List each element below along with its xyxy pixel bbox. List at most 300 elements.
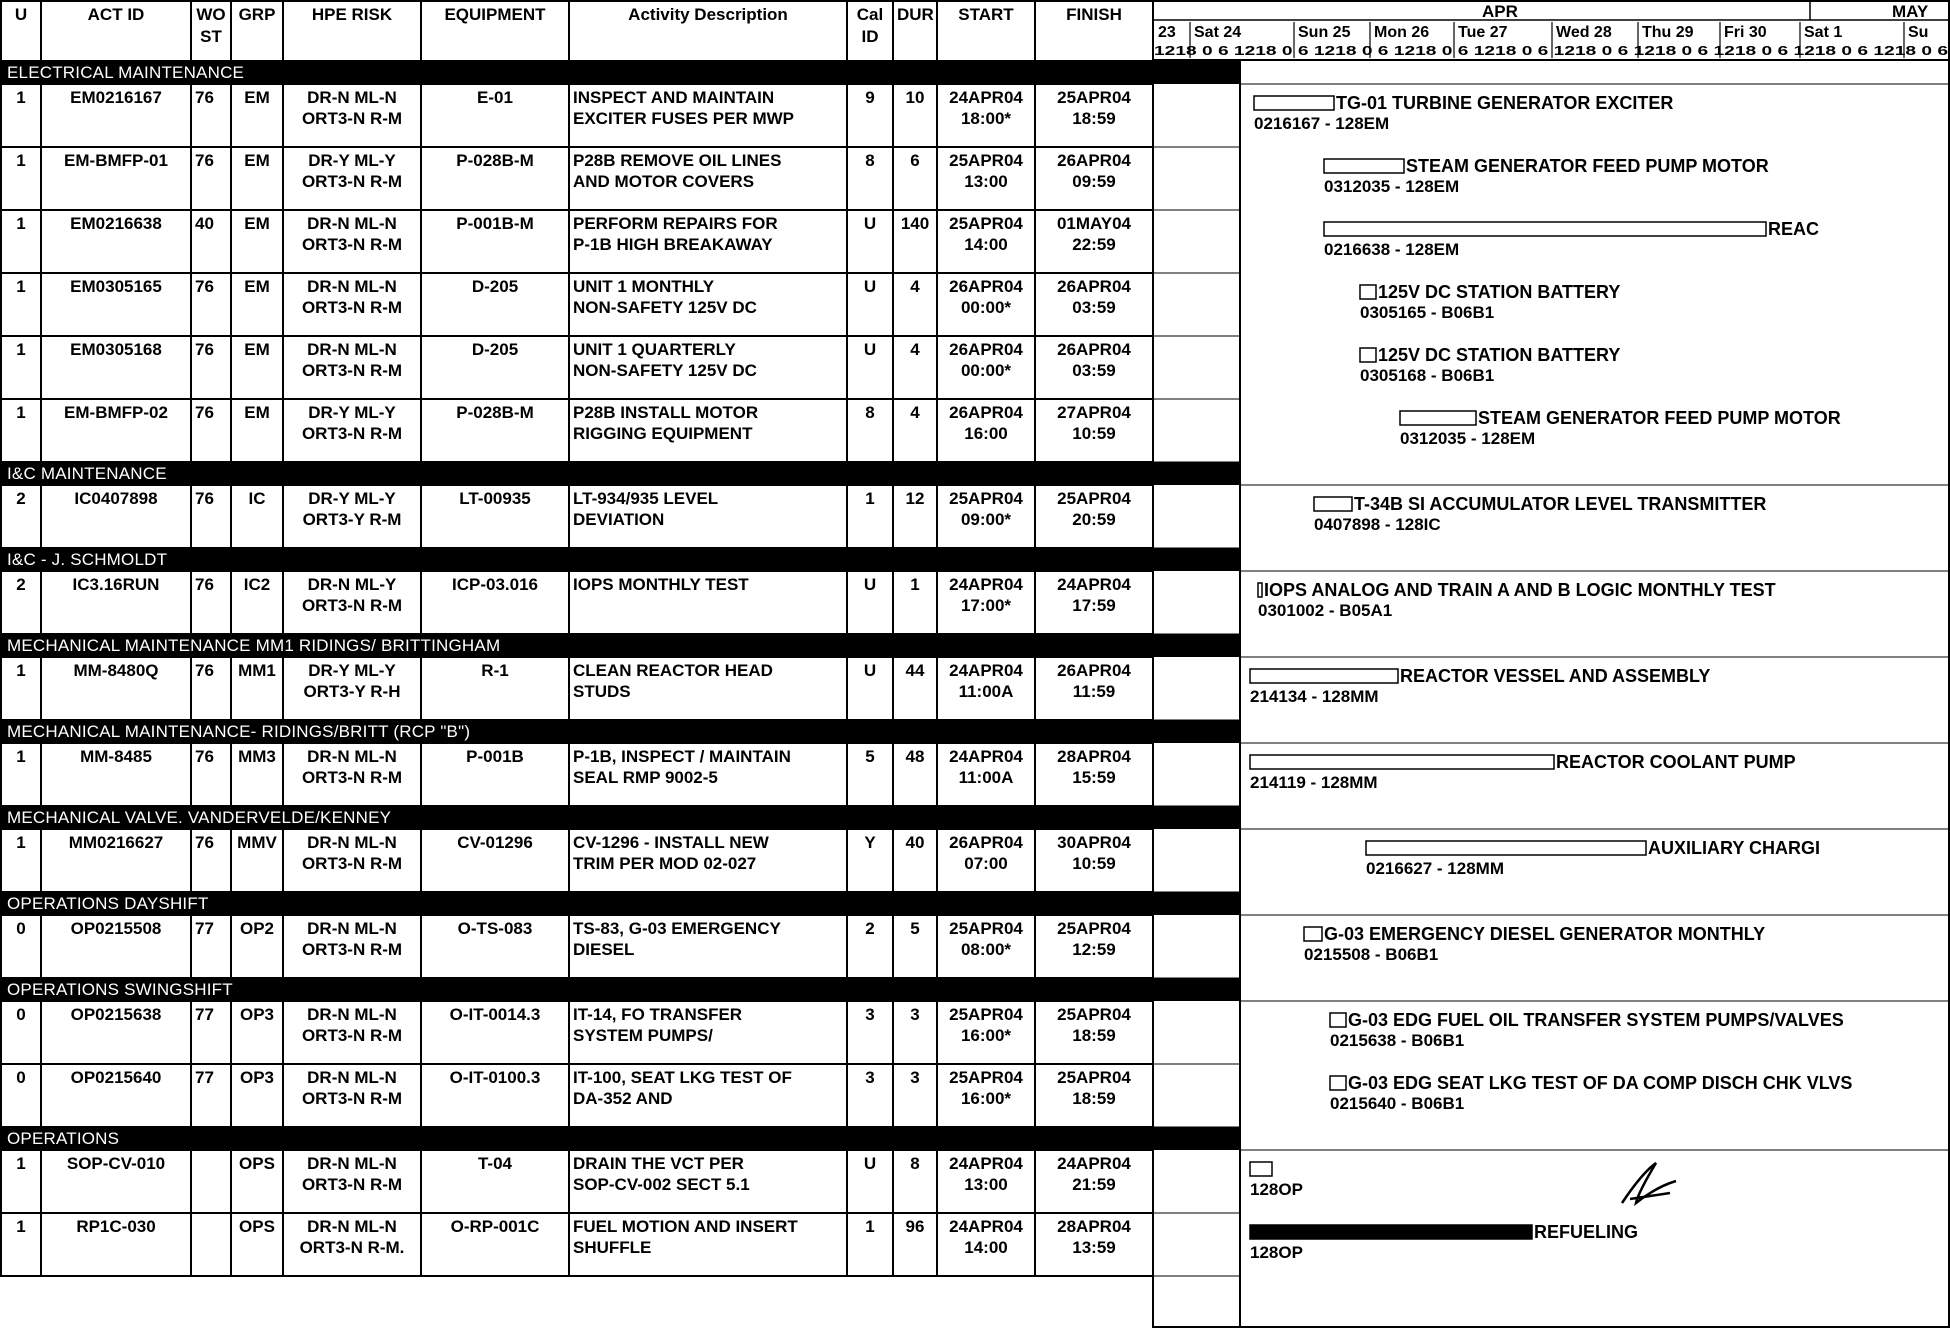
header-row [1,1,1153,61]
group-band [1152,806,1240,829]
cell-description [569,210,847,273]
cell-dur: 3 [893,1001,937,1064]
bar-sublabel: 0215508 - B06B1 [1304,945,1439,964]
cell-start [937,1001,1035,1064]
cell-u: 1 [1,84,41,147]
cell-wo-st [191,1150,231,1213]
description-line-1: UNIT 1 MONTHLY [573,277,715,296]
cell-grp: EM [231,210,283,273]
cell-finish [1035,273,1153,336]
start-date: 25APR04 [949,214,1023,233]
day-label: Sat 1 [1804,24,1843,41]
cell-equipment: D-205 [421,273,569,336]
start-time: 11:00A [958,768,1014,787]
hpe-line-2: ORT3-N R-M [301,768,403,787]
finish-date: 27APR04 [1057,403,1131,422]
finish-date: 25APR04 [1057,1068,1131,1087]
cell-start [937,210,1035,273]
description-line-1: LT-934/935 LEVEL [573,489,719,508]
start-time: 13:00 [964,172,1008,191]
start-date: 25APR04 [949,1005,1023,1024]
bar-label: G-03 EDG SEAT LKG TEST OF DA COMP DISCH CHK VLVS [1348,1073,1853,1093]
bar-sublabel: 0215640 - B06B1 [1330,1094,1465,1113]
activity-bar [1258,583,1262,597]
cell-equipment: T-04 [421,1150,569,1213]
cell-hpe-risk [283,1213,421,1276]
finish-time: 18:59 [1072,109,1116,128]
cell-cal-id: U [847,273,893,336]
cell-wo-st: 76 [191,743,231,806]
header-u: U [1,1,41,61]
cell-grp: EM [231,399,283,462]
day-label: Mon 26 [1374,24,1430,41]
description-line-1: IOPS MONTHLY TEST [573,575,749,594]
cell-finish [1035,84,1153,147]
cell-dur: 140 [893,210,937,273]
activity-row [1,336,1153,399]
finish-time: 10:59 [1072,424,1116,443]
description-line-1: INSPECT AND MAINTAIN [573,88,775,107]
start-time: 00:00* [960,361,1012,380]
start-date: 24APR04 [949,661,1023,680]
cell-cal-id: U [847,657,893,720]
cell-dur: 40 [893,829,937,892]
day-label: Sat 24 [1194,24,1242,41]
hpe-line-2: ORT3-N R-M [301,596,403,615]
day-label: Su [1908,24,1929,41]
cell-description [569,1150,847,1213]
cell-u: 0 [1,1001,41,1064]
header-equipment: EQUIPMENT [421,1,569,61]
cell-finish [1035,1213,1153,1276]
activity-row [1,571,1153,634]
group-band [1152,548,1240,571]
hpe-line-2: ORT3-N R-M [301,854,403,873]
cell-hpe-risk [283,829,421,892]
cell-finish [1035,1064,1153,1127]
start-date: 25APR04 [949,1068,1023,1087]
cell-act-id: EM0305168 [41,336,191,399]
group-header-row [1,978,1153,1001]
description-line-1: DRAIN THE VCT PER [573,1154,744,1173]
description-line-1: PERFORM REPAIRS FOR [573,214,778,233]
cell-start [937,1150,1035,1213]
cell-grp: EM [231,336,283,399]
cell-u: 1 [1,147,41,210]
hpe-line-2: ORT3-N R-M [301,1175,403,1194]
bar-sublabel: 0216167 - 128EM [1254,114,1390,133]
description-line-1: UNIT 1 QUARTERLY [573,340,736,359]
cell-dur: 4 [893,399,937,462]
cell-grp: EM [231,84,283,147]
activity-row [1,1064,1153,1127]
finish-date: 25APR04 [1057,919,1131,938]
cell-act-id: RP1C-030 [41,1213,191,1276]
day-label: Tue 27 [1458,24,1508,41]
activity-bar [1360,285,1376,299]
activity-row [1,399,1153,462]
cell-hpe-risk [283,273,421,336]
description-line-2: SHUFFLE [573,1238,652,1257]
start-date: 25APR04 [949,151,1023,170]
activity-bar [1250,755,1554,769]
description-line-2: DEVIATION [573,510,665,529]
cell-dur: 96 [893,1213,937,1276]
cell-start [937,399,1035,462]
group-name: OPERATIONS SWINGSHIFT [1,978,1153,1001]
description-line-2: NON-SAFETY 125V DC [573,361,757,380]
hpe-line-2: ORT3-N R-M [301,172,403,191]
cell-wo-st: 76 [191,657,231,720]
activity-bar [1400,411,1476,425]
group-header-row [1,462,1153,485]
group-name: MECHANICAL MAINTENANCE MM1 RIDINGS/ BRITTINGHAM [1,634,1153,657]
bar-label: 125V DC STATION BATTERY [1378,282,1621,302]
description-line-2: DIESEL [573,940,635,959]
cell-u: 2 [1,571,41,634]
description-line-1: P28B INSTALL MOTOR [573,403,759,422]
group-name: I&C - J. SCHMOLDT [1,548,1153,571]
description-line-2: DA-352 AND [573,1089,673,1108]
cell-cal-id: 8 [847,147,893,210]
cell-cal-id: 2 [847,915,893,978]
cell-u: 1 [1,743,41,806]
activity-row [1,743,1153,806]
hpe-line-2: ORT3-N R-M [301,1026,403,1045]
activity-row [1,1213,1153,1276]
description-line-1: TS-83, G-03 EMERGENCY [573,919,781,938]
cell-u: 1 [1,1213,41,1276]
cell-description [569,1213,847,1276]
hpe-line-1: DR-N ML-N [307,214,397,233]
bar-sublabel: 0215638 - B06B1 [1330,1031,1465,1050]
group-band [1152,634,1240,657]
finish-time: 20:59 [1072,510,1116,529]
cell-hpe-risk [283,1064,421,1127]
cell-u: 1 [1,336,41,399]
bar-label: REAC [1768,219,1820,239]
day-label: Fri 30 [1724,24,1767,41]
cell-act-id: MM-8485 [41,743,191,806]
finish-time: 13:59 [1072,1238,1116,1257]
cell-hpe-risk [283,399,421,462]
cell-grp: OP2 [231,915,283,978]
finish-time: 15:59 [1072,768,1116,787]
cell-cal-id: 5 [847,743,893,806]
cell-description [569,147,847,210]
hpe-line-1: DR-N ML-N [307,88,397,107]
cell-finish [1035,1001,1153,1064]
cell-grp: EM [231,273,283,336]
hpe-line-1: DR-N ML-N [307,340,397,359]
cell-hpe-risk [283,210,421,273]
start-time: 18:00* [960,109,1012,128]
hpe-line-2: ORT3-N R-M [301,940,403,959]
cell-act-id: OP0215508 [41,915,191,978]
cell-equipment: D-205 [421,336,569,399]
cell-finish [1035,915,1153,978]
bar-sublabel: 214119 - 128MM [1250,773,1378,792]
signature [1622,1163,1676,1203]
group-name: ELECTRICAL MAINTENANCE [1,61,1153,84]
finish-date: 26APR04 [1057,661,1131,680]
header-finish: FINISH [1035,1,1153,61]
group-band [1152,61,1240,84]
finish-time: 21:59 [1072,1175,1116,1194]
start-time: 16:00* [960,1026,1012,1045]
cell-equipment: ICP-03.016 [421,571,569,634]
cell-u: 0 [1,915,41,978]
cell-equipment: CV-01296 [421,829,569,892]
cell-wo-st [191,1213,231,1276]
cell-wo-st: 76 [191,399,231,462]
hpe-line-1: DR-N ML-N [307,1217,397,1236]
cell-dur: 4 [893,336,937,399]
cell-grp: IC [231,485,283,548]
group-header-row [1,892,1153,915]
bar-sublabel: 128OP [1250,1180,1303,1199]
cell-wo-st: 76 [191,485,231,548]
cell-start [937,1064,1035,1127]
activity-bar [1366,841,1646,855]
cell-finish [1035,399,1153,462]
start-time: 08:00* [960,940,1012,959]
activity-bar [1250,1162,1272,1176]
bar-label: G-03 EMERGENCY DIESEL GENERATOR MONTHLY [1324,924,1766,944]
activity-row [1,657,1153,720]
finish-date: 24APR04 [1057,575,1131,594]
hpe-line-2: ORT3-N R-M [301,235,403,254]
start-time: 13:00 [964,1175,1008,1194]
description-line-1: IT-100, SEAT LKG TEST OF [573,1068,792,1087]
finish-date: 30APR04 [1057,833,1131,852]
cell-cal-id: U [847,210,893,273]
start-date: 26APR04 [949,403,1023,422]
cell-description [569,829,847,892]
cell-grp: OPS [231,1213,283,1276]
cell-equipment: P-001B-M [421,210,569,273]
bar-sublabel: 128OP [1250,1243,1303,1262]
cell-start [937,147,1035,210]
activity-bar [1250,669,1398,683]
activity-row [1,84,1153,147]
cell-grp: MM1 [231,657,283,720]
cell-dur: 3 [893,1064,937,1127]
hpe-line-2: ORT3-Y R-M [302,510,402,529]
description-line-2: P-1B HIGH BREAKAWAY [573,235,773,254]
gantt-border [1153,1,1949,1327]
activity-bar [1330,1013,1346,1027]
bar-label: 125V DC STATION BATTERY [1378,345,1621,365]
description-line-1: IT-14, FO TRANSFER [573,1005,743,1024]
group-band [1152,978,1240,1001]
bar-label: T-34B SI ACCUMULATOR LEVEL TRANSMITTER [1354,494,1767,514]
month-label-apr: APR [1482,2,1518,21]
group-name: MECHANICAL VALVE. VANDERVELDE/KENNEY [1,806,1153,829]
hpe-line-1: DR-N ML-N [307,1068,397,1087]
start-time: 07:00 [964,854,1008,873]
bar-label: AUXILIARY CHARGI [1648,838,1821,858]
cell-cal-id: 9 [847,84,893,147]
cell-act-id: SOP-CV-010 [41,1150,191,1213]
bar-label: STEAM GENERATOR FEED PUMP MOTOR [1406,156,1769,176]
activity-row [1,273,1153,336]
cell-cal-id: U [847,336,893,399]
bar-label: G-03 EDG FUEL OIL TRANSFER SYSTEM PUMPS/VALVES [1348,1010,1844,1030]
activity-row [1,210,1153,273]
cell-start [937,657,1035,720]
cell-u: 1 [1,829,41,892]
gantt-grid [1152,0,1950,1328]
cell-description [569,1064,847,1127]
cell-u: 2 [1,485,41,548]
day-label: Thu 29 [1642,24,1694,41]
description-line-2: SEAL RMP 9002-5 [573,768,718,787]
cell-dur: 6 [893,147,937,210]
start-time: 16:00* [960,1089,1012,1108]
cell-finish [1035,210,1153,273]
finish-date: 01MAY04 [1056,214,1132,233]
day-label: Wed 28 [1556,24,1612,41]
group-header-row [1,806,1153,829]
finish-time: 18:59 [1072,1026,1116,1045]
activity-row [1,485,1153,548]
description-line-2: RIGGING EQUIPMENT [573,424,753,443]
cell-hpe-risk [283,1150,421,1213]
cell-equipment: P-028B-M [421,399,569,462]
activity-row [1,915,1153,978]
description-line-2: TRIM PER MOD 02-027 [573,854,757,873]
cell-equipment: O-TS-083 [421,915,569,978]
start-time: 09:00* [960,510,1012,529]
finish-time: 03:59 [1072,361,1116,380]
bar-sublabel: 0301002 - B05A1 [1258,601,1393,620]
cell-hpe-risk [283,336,421,399]
cell-dur: 1 [893,571,937,634]
hpe-line-1: DR-N ML-N [307,833,397,852]
cell-act-id: MM-8480Q [41,657,191,720]
activity-bar [1250,1225,1532,1239]
hpe-line-1: DR-N ML-N [307,1154,397,1173]
cell-description [569,485,847,548]
start-date: 26APR04 [949,833,1023,852]
cell-hpe-risk [283,485,421,548]
header-start: START [937,1,1035,61]
start-time: 17:00* [960,596,1012,615]
cell-finish [1035,571,1153,634]
activity-bar [1314,497,1352,511]
bar-label: TG-01 TURBINE GENERATOR EXCITER [1336,93,1674,113]
start-date: 25APR04 [949,489,1023,508]
cell-cal-id: 1 [847,1213,893,1276]
start-date: 24APR04 [949,1217,1023,1236]
finish-time: 10:59 [1072,854,1116,873]
cell-start [937,336,1035,399]
cell-hpe-risk [283,1001,421,1064]
description-line-2: AND MOTOR COVERS [573,172,755,191]
cell-wo-st: 76 [191,273,231,336]
activity-bar [1304,927,1322,941]
group-band [1152,720,1240,743]
cell-wo-st: 76 [191,147,231,210]
cell-act-id: EM-BMFP-01 [41,147,191,210]
cell-finish [1035,829,1153,892]
finish-date: 25APR04 [1057,1005,1131,1024]
cell-equipment: O-IT-0100.3 [421,1064,569,1127]
cell-description [569,1001,847,1064]
cell-grp: EM [231,147,283,210]
cell-grp: MM3 [231,743,283,806]
cell-cal-id: 8 [847,399,893,462]
cell-u: 1 [1,1150,41,1213]
bar-sublabel: 0407898 - 128IC [1314,515,1441,534]
cell-wo-st: 76 [191,84,231,147]
description-line-1: CLEAN REACTOR HEAD [573,661,773,680]
start-date: 25APR04 [949,919,1023,938]
cell-act-id: EM0216638 [41,210,191,273]
cell-hpe-risk [283,743,421,806]
cell-cal-id: U [847,571,893,634]
hpe-line-1: DR-N ML-N [307,919,397,938]
finish-time: 18:59 [1072,1089,1116,1108]
cell-dur: 4 [893,273,937,336]
cell-u: 0 [1,1064,41,1127]
finish-time: 17:59 [1072,596,1116,615]
cell-equipment: P-028B-M [421,147,569,210]
start-time: 14:00 [964,1238,1008,1257]
day-label: 23 [1158,24,1176,41]
description-line-1: P-1B, INSPECT / MAINTAIN [573,747,791,766]
description-line-1: P28B REMOVE OIL LINES [573,151,782,170]
cell-hpe-risk [283,915,421,978]
cell-finish [1035,743,1153,806]
hpe-line-2: ORT3-Y R-H [303,682,401,701]
cell-cal-id: U [847,1150,893,1213]
cell-cal-id: 3 [847,1064,893,1127]
bar-sublabel: 0305165 - B06B1 [1360,303,1495,322]
start-time: 11:00A [958,682,1014,701]
bar-label: STEAM GENERATOR FEED PUMP MOTOR [1478,408,1841,428]
cell-equipment: R-1 [421,657,569,720]
cell-u: 1 [1,399,41,462]
group-name: MECHANICAL MAINTENANCE- RIDINGS/BRITT (RCP "B") [1,720,1153,743]
description-line-2: STUDS [573,682,631,701]
cell-finish [1035,147,1153,210]
cell-wo-st: 77 [191,1064,231,1127]
hpe-line-1: DR-Y ML-Y [308,151,396,170]
start-time: 00:00* [960,298,1012,317]
activity-bar [1324,222,1766,236]
cell-grp: IC2 [231,571,283,634]
group-header-row [1,1127,1153,1150]
cell-start [937,743,1035,806]
finish-date: 26APR04 [1057,151,1131,170]
hpe-line-2: ORT3-N R-M [301,424,403,443]
bar-sublabel: 0216638 - 128EM [1324,240,1460,259]
cell-act-id: IC0407898 [41,485,191,548]
start-time: 14:00 [964,235,1008,254]
cell-equipment: P-001B [421,743,569,806]
start-date: 26APR04 [949,277,1023,296]
hpe-line-2: ORT3-N R-M. [299,1238,405,1257]
description-line-2: NON-SAFETY 125V DC [573,298,757,317]
finish-time: 09:59 [1072,172,1116,191]
cell-u: 1 [1,273,41,336]
header-activity-description: Activity Description [569,1,847,61]
activity-row [1,1150,1153,1213]
bar-label: REFUELING [1534,1222,1639,1242]
cell-finish [1035,1150,1153,1213]
